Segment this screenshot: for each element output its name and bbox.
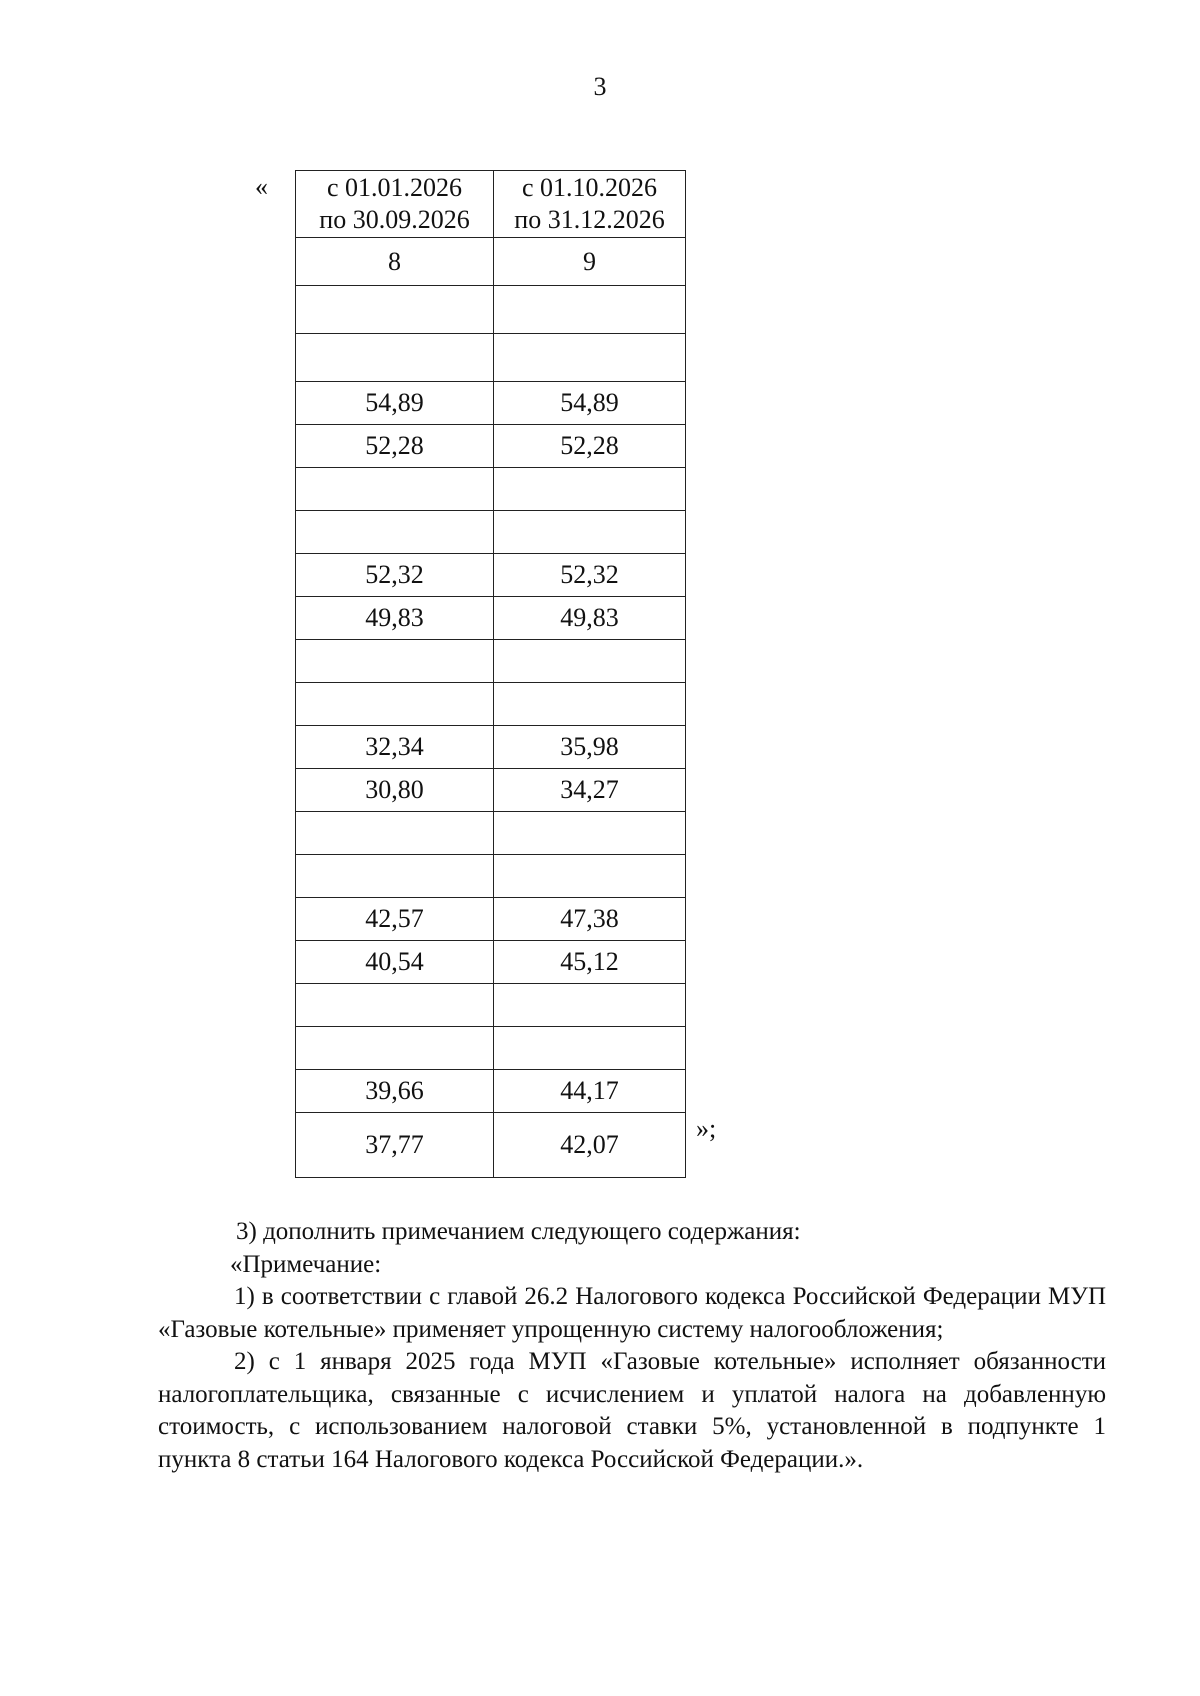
table-cell (296, 640, 494, 683)
table-cell: 54,89 (296, 382, 494, 425)
table-cell (296, 812, 494, 855)
header-period-1-to: по 30.09.2026 (319, 205, 470, 234)
table-cell: 54,89 (494, 382, 686, 425)
table-row (296, 286, 686, 334)
table-row (296, 984, 686, 1027)
table-cell: 37,77 (296, 1113, 494, 1178)
table-row (296, 683, 686, 726)
table-cell: 52,28 (296, 425, 494, 468)
table-row (296, 425, 686, 468)
table-row (296, 941, 686, 984)
table-cell: 32,34 (296, 726, 494, 769)
table-cell: 45,12 (494, 941, 686, 984)
table-cell (296, 468, 494, 511)
table-cell (296, 855, 494, 898)
table-cell: 47,38 (494, 898, 686, 941)
table-cell: 44,17 (494, 1070, 686, 1113)
table-cell: 49,83 (296, 597, 494, 640)
amendment-item-3: 3) дополнить примечанием следующего содержания: (236, 1218, 801, 1245)
table-cell (494, 640, 686, 683)
table-header-row (296, 171, 686, 238)
opening-quote: « (255, 172, 268, 201)
table-cell: 42,07 (494, 1113, 686, 1178)
table-row (296, 769, 686, 812)
table-row (296, 597, 686, 640)
table-row (296, 334, 686, 382)
header-period-2 (494, 171, 686, 238)
table-row (296, 554, 686, 597)
note-paragraph-2: 2) с 1 января 2025 года МУП «Газовые котельные» исполняет обязанности налогоплательщика, связанные с исчислением и уплатой налога на добавленную стоимость, с использованием налоговой ставки 5%, установленной в подпункте 1 пункта 8 статьи 164 Налогового кодекса Российской Федерации.». (158, 1348, 1106, 1473)
table-cell (494, 511, 686, 554)
page-number: 3 (593, 72, 607, 101)
table-cell (494, 812, 686, 855)
table-cell (494, 683, 686, 726)
header-period-2-from: с 01.10.2026 (521, 173, 658, 202)
table-row (296, 812, 686, 855)
table-cell (494, 855, 686, 898)
table-cell: 39,66 (296, 1070, 494, 1113)
table-row (296, 640, 686, 683)
table-cell: 40,54 (296, 941, 494, 984)
column-number-row (296, 238, 686, 286)
table-cell (296, 683, 494, 726)
table-row (296, 726, 686, 769)
table-row (296, 468, 686, 511)
header-period-2-to: по 31.12.2026 (514, 205, 665, 234)
note-heading: «Примечание: (230, 1250, 382, 1278)
note-paragraph-1: 1) в соответствии с главой 26.2 Налогового кодекса Российской Федерации МУП «Газовые котельные» применяет упрощенную систему налогообложения; (158, 1283, 1106, 1343)
table-cell: 49,83 (494, 597, 686, 640)
table-row (296, 1070, 686, 1113)
header-period-1-from: с 01.01.2026 (326, 173, 463, 202)
table-row (296, 382, 686, 425)
table-cell (494, 286, 686, 334)
table-cell (494, 984, 686, 1027)
closing-quote: »; (696, 1114, 717, 1143)
note-section (158, 1216, 1106, 1476)
column-number: 8 (296, 238, 494, 286)
tariff-table (295, 170, 686, 1178)
table-cell (296, 1027, 494, 1070)
table-cell (296, 286, 494, 334)
table-cell (296, 984, 494, 1027)
table-cell (296, 334, 494, 382)
table-cell (494, 1027, 686, 1070)
header-period-1 (296, 171, 494, 238)
table-cell: 52,32 (296, 554, 494, 597)
table-row (296, 855, 686, 898)
table-cell: 42,57 (296, 898, 494, 941)
table-cell: 34,27 (494, 769, 686, 812)
table-row (296, 1027, 686, 1070)
table-cell (296, 511, 494, 554)
table-row (296, 898, 686, 941)
table-cell: 35,98 (494, 726, 686, 769)
table-cell (494, 334, 686, 382)
table-row (296, 1113, 686, 1178)
table-row (296, 511, 686, 554)
table-cell: 52,28 (494, 425, 686, 468)
column-number: 9 (494, 238, 686, 286)
table-cell: 30,80 (296, 769, 494, 812)
table-cell: 52,32 (494, 554, 686, 597)
table-cell (494, 468, 686, 511)
